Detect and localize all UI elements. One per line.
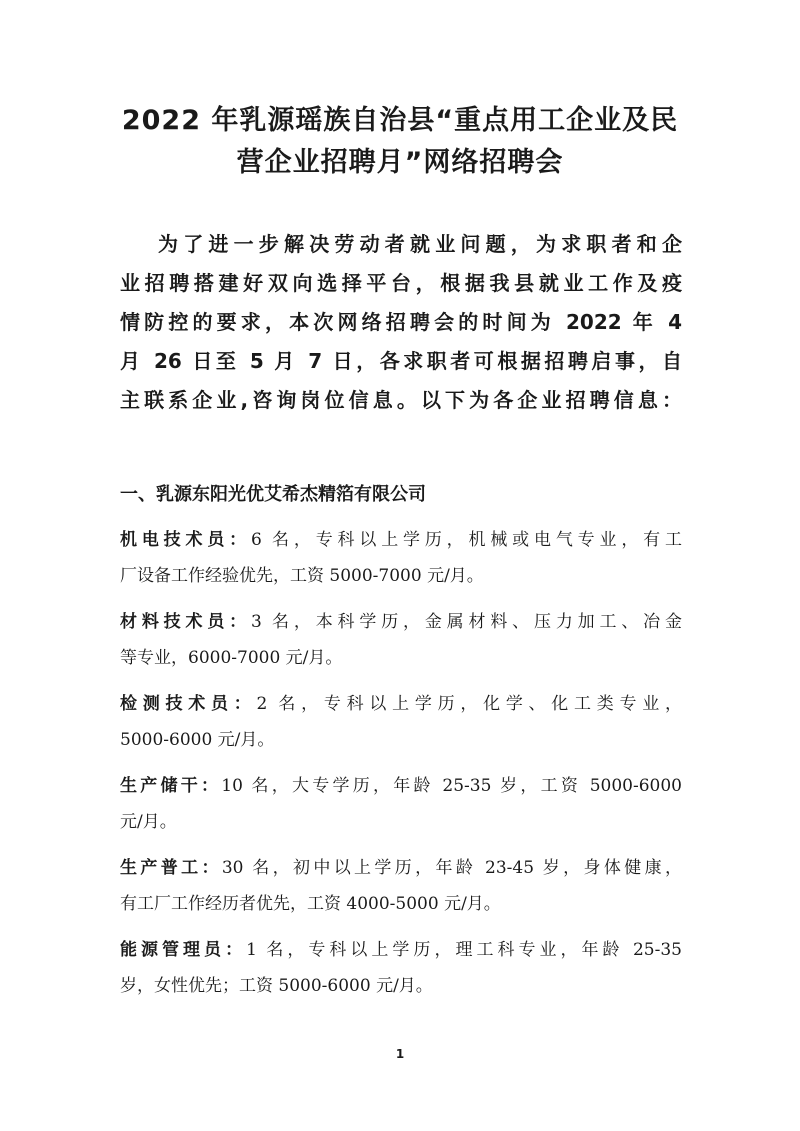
intro-paragraph — [120, 225, 682, 420]
intro-line: 情防控的要求，本次网络招聘会的时间为 2022 年 4 — [120, 310, 682, 334]
job-detail-cont: 厂设备工作经验优先，工资 5000-7000 元/月。 — [120, 566, 484, 586]
job-title: 能源管理员： — [120, 940, 247, 960]
job-item — [120, 686, 682, 758]
job-item — [120, 522, 682, 594]
job-title: 机电技术员： — [120, 530, 251, 550]
job-title: 检测技术员： — [120, 694, 257, 714]
title-line-1: 2022 年乳源瑶族自治县“重点用工企业及民 — [121, 105, 679, 136]
page-number: 1 — [395, 1047, 405, 1061]
title-line-2: 营企业招聘月”网络招聘会 — [236, 147, 564, 178]
job-item — [120, 768, 682, 840]
intro-line: 为了进一步解决劳动者就业问题，为求职者和企 — [158, 232, 682, 256]
job-detail-cont: 有工厂工作经历者优先，工资 4000-5000 元/月。 — [120, 894, 501, 914]
job-item — [120, 850, 682, 922]
job-detail: 1 名，专科以上学历，理工科专业，年龄 25-35 — [246, 940, 682, 960]
job-detail-cont: 元/月。 — [120, 812, 177, 832]
job-detail: 6 名，专科以上学历，机械或电气专业，有工 — [250, 530, 682, 550]
intro-line: 月 26 日至 5 月 7 日，各求职者可根据招聘启事，自 — [120, 349, 682, 373]
document-title — [0, 100, 800, 184]
intro-line: 主联系企业,咨询岗位信息。以下为各企业招聘信息： — [120, 388, 682, 412]
job-detail-cont: 5000-6000 元/月。 — [120, 730, 275, 750]
job-detail: 2 名，专科以上学历，化学、化工类专业， — [256, 694, 682, 714]
job-detail: 10 名，大专学历，年龄 25-35 岁，工资 5000-6000 — [221, 776, 683, 796]
job-detail: 30 名，初中以上学历，年龄 23-45 岁，身体健康， — [221, 858, 682, 878]
job-detail-cont: 岁，女性优先；工资 5000-6000 元/月。 — [120, 976, 433, 996]
job-title: 生产储干： — [120, 776, 222, 796]
intro-line: 业招聘搭建好双向选择平台，根据我县就业工作及疫 — [120, 271, 682, 295]
job-detail: 3 名，本科学历，金属材料、压力加工、冶金 — [250, 612, 682, 632]
job-detail-cont: 等专业，6000-7000 元/月。 — [120, 648, 343, 668]
job-item — [120, 932, 682, 1004]
job-list — [120, 522, 682, 1014]
job-item — [120, 604, 682, 676]
job-title: 生产普工： — [120, 858, 222, 878]
job-title: 材料技术员： — [120, 612, 251, 632]
company-heading: 一、乳源东阳光优艾希杰精箔有限公司 — [120, 484, 426, 505]
